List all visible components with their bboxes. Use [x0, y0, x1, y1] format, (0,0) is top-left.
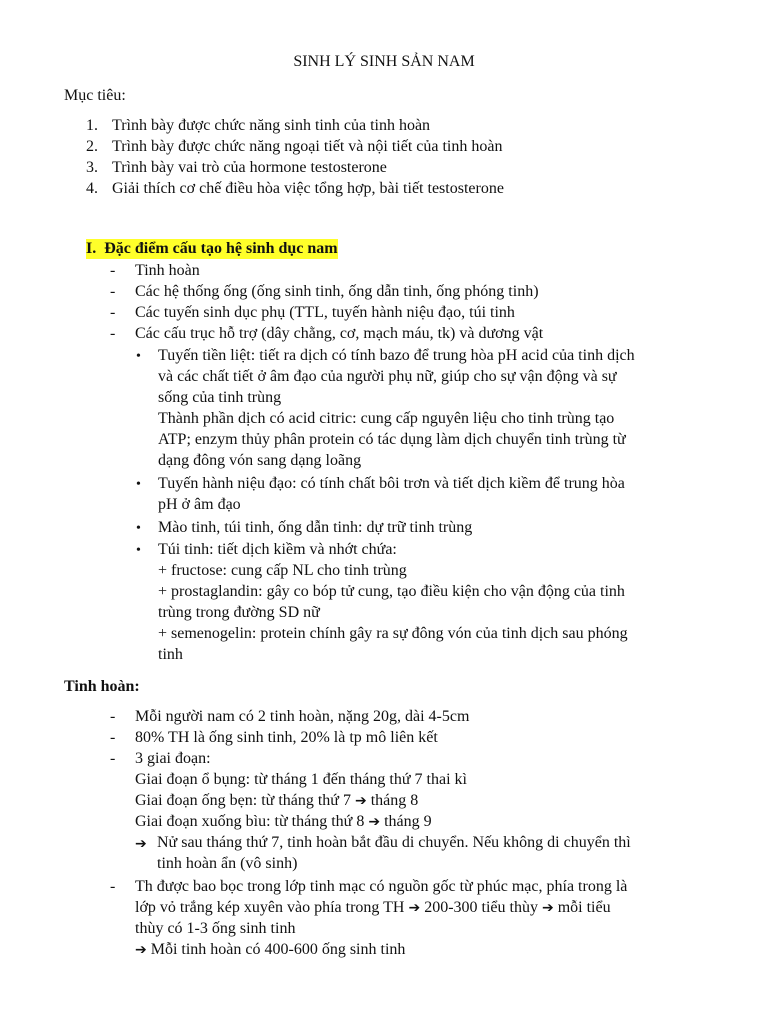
bullet-line: trùng trong đường SD nữ [158, 604, 320, 621]
conclusion-text: Mỗi tinh hoàn có 400-600 ống sinh tinh [150, 941, 406, 958]
stage-text: tháng 8 [370, 792, 419, 809]
arrow-right-icon: ➔ [135, 836, 147, 852]
tinh-hoan-heading: Tinh hoàn: [64, 678, 140, 695]
list-item: Tinh hoàn [135, 262, 200, 279]
arrow-right-icon: ➔ [408, 900, 421, 916]
objective-number: 3. [86, 159, 98, 176]
stage-line [135, 791, 418, 811]
note-line: Nử sau tháng thứ 7, tinh hoàn bắt đầu di chuyển. Nếu không di chuyển thì [157, 834, 631, 851]
bullet-line: dạng đông vón sang dạng loãng [158, 452, 362, 469]
bullet-line: và các chất tiết ở âm đạo của người phụ nữ, giúp cho sự vận động và sự [158, 368, 617, 385]
wrap-text: 200-300 tiểu thùy [424, 899, 538, 916]
arrow-right-icon: ➔ [368, 814, 381, 830]
arrow-right-icon: ➔ [541, 900, 554, 916]
stage-text: Giai đoạn xuống bìu: từ tháng thứ 8 [135, 813, 365, 830]
wrap-text: mỗi tiểu [557, 899, 611, 916]
page-title: SINH LÝ SINH SẢN NAM [293, 53, 475, 70]
arrow-right-icon: ➔ [354, 793, 367, 809]
list-item: 80% TH là ống sinh tinh, 20% là tp mô liên kết [135, 729, 438, 746]
bullet-line: + semenogelin: protein chính gây ra sự đông vón của tinh dịch sau phóng [158, 625, 628, 642]
objective-text: Trình bày vai trò của hormone testosterone [112, 159, 387, 176]
stage-text: Giai đoạn ống bẹn: từ tháng thứ 7 [135, 792, 351, 809]
stage-line [135, 812, 432, 832]
list-item: Các tuyến sinh dục phụ (TTL, tuyến hành niệu đạo, túi tinh [135, 304, 515, 321]
bullet-icon: • [136, 477, 141, 492]
list-item: 3 giai đoạn: [135, 750, 211, 767]
list-item-continued: thùy có 1-3 ống sinh tinh [135, 920, 296, 937]
dash-icon: - [110, 750, 116, 767]
bullet-line: Thành phần dịch có acid citric: cung cấp nguyên liệu cho tinh trùng tạo [158, 410, 615, 427]
bullet-line: sống của tinh trùng [158, 389, 282, 406]
objective-number: 1. [86, 117, 98, 134]
dash-icon: - [110, 262, 116, 279]
section-number: I. [86, 240, 97, 257]
dash-icon: - [110, 325, 116, 342]
objective-number: 4. [86, 180, 98, 197]
bullet-line: Tuyến tiền liệt: tiết ra dịch có tính bazo để trung hòa pH acid của tinh dịch [158, 347, 635, 364]
dash-icon: - [110, 304, 116, 321]
objective-number: 2. [86, 138, 98, 155]
note-line: tinh hoàn ẩn (vô sinh) [157, 855, 298, 872]
bullet-line: Tuyến hành niệu đạo: có tính chất bôi trơn và tiết dịch kiềm để trung hòa [158, 475, 625, 492]
bullet-line: tinh [158, 646, 183, 663]
bullet-line: Túi tinh: tiết dịch kiềm và nhớt chứa: [158, 541, 397, 558]
bullet-line: + prostaglandin: gây co bóp tử cung, tạo điều kiện cho vận động của tinh [158, 583, 625, 600]
bullet-line: + fructose: cung cấp NL cho tinh trùng [158, 562, 407, 579]
objective-text: Trình bày được chức năng ngoại tiết và nội tiết của tinh hoàn [112, 138, 503, 155]
bullet-line: pH ở âm đạo [158, 496, 241, 513]
section-1-heading [86, 239, 338, 259]
stage-line: Giai đoạn ổ bụng: từ tháng 1 đến tháng thứ 7 thai kì [135, 771, 467, 788]
section-title: Đặc điểm cấu tạo hệ sinh dục nam [104, 240, 338, 257]
bullet-line: ATP; enzym thủy phân protein có tác dụng làm dịch chuyển tinh trùng từ [158, 431, 626, 448]
list-item: Mỗi người nam có 2 tinh hoàn, nặng 20g, dài 4-5cm [135, 708, 470, 725]
list-item-continued [135, 898, 611, 918]
bullet-icon: • [136, 521, 141, 536]
bullet-icon: • [136, 349, 141, 364]
stage-text: tháng 9 [384, 813, 432, 830]
list-item: Các cấu trục hỗ trợ (dây chằng, cơ, mạch máu, tk) và dương vật [135, 325, 544, 342]
wrap-text: lớp vỏ trắng kép xuyên vào phía trong TH [135, 899, 405, 916]
list-item: Th được bao bọc trong lớp tinh mạc có nguồn gốc từ phúc mạc, phía trong là [135, 878, 628, 895]
dash-icon: - [110, 708, 116, 725]
dash-icon: - [110, 283, 116, 300]
arrow-right-icon: ➔ [135, 942, 147, 958]
bullet-icon: • [136, 543, 141, 558]
objective-text: Trình bày được chức năng sinh tinh của tinh hoàn [112, 117, 431, 134]
objective-text: Giải thích cơ chế điều hòa việc tổng hợp, bài tiết testosterone [112, 180, 504, 197]
list-item: Các hệ thống ống (ống sinh tinh, ống dẫn tinh, ống phóng tinh) [135, 283, 539, 300]
objectives-heading: Mục tiêu: [64, 87, 126, 104]
dash-icon: - [110, 729, 116, 746]
bullet-line: Mào tinh, túi tinh, ống dẫn tinh: dự trữ tinh trùng [158, 519, 473, 536]
conclusion-line [135, 940, 405, 960]
dash-icon: - [110, 878, 116, 895]
